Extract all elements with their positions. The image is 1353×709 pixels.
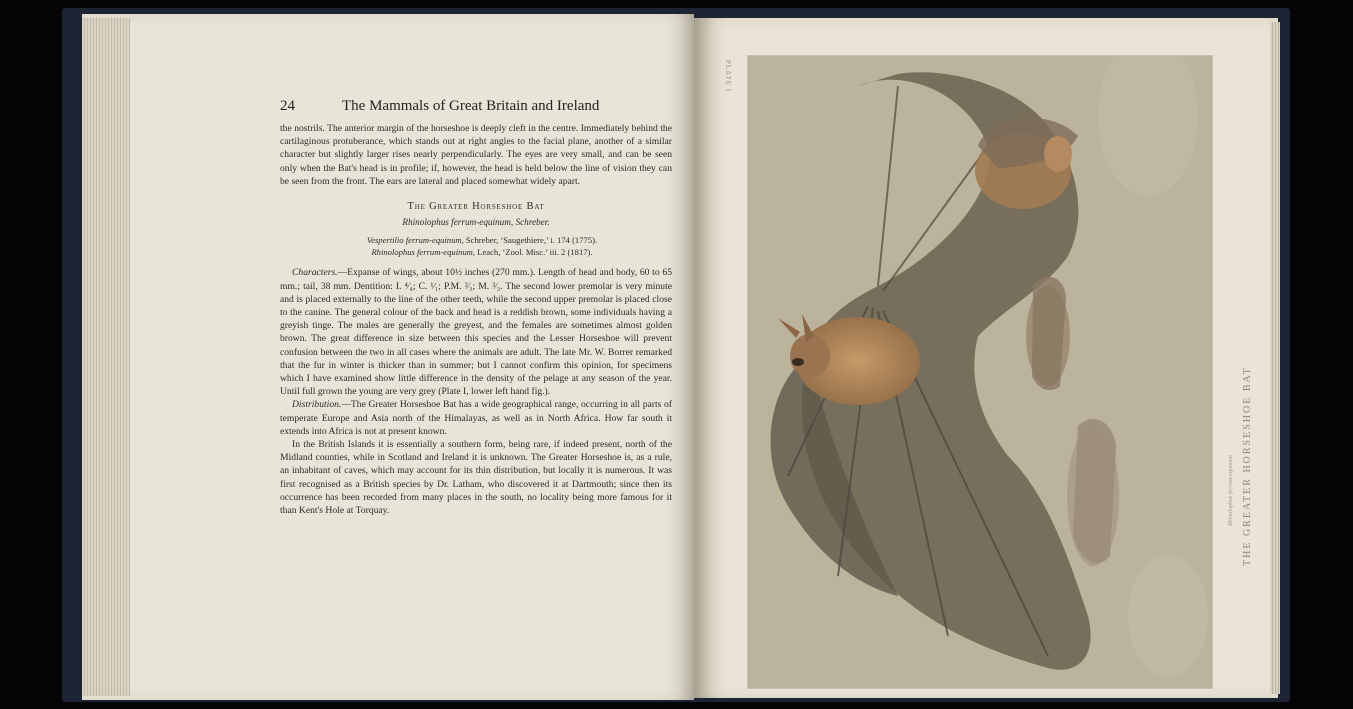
british-distribution-paragraph: In the British Islands it is essentially a southern form, being rare, if indeed present, north of the Midland counties, while in Scotland and Ireland it is unknown. The Greater Horseshoe is, as a rule, an inhabitant of caves, which may account for its thin distribution, but locally it is numerous. It was first recognised as a British species by Dr. Latham, who discovered it at Dartmouth; since then its occurrence has been recorded from many places in the south, no locality being more famous for it than Kent's Hole at Torquay. (280, 439, 672, 517)
plate-subtitle: Rhinolophus ferrum-equinum (1228, 455, 1234, 526)
right-page-edges (1270, 22, 1280, 694)
bat-illustration (748, 56, 1212, 688)
characters-heading: Characters. (292, 267, 338, 279)
page-number: 24 (280, 98, 295, 114)
synonymy (280, 235, 672, 258)
plate-number: PLATE I (724, 60, 732, 93)
species-title: The Greater Horseshoe Bat (407, 201, 545, 213)
plate-title: THE GREATER HORSESHOE BAT (1242, 366, 1253, 566)
synonym-line: Rhinolophus ferrum-equinum, Leach, ‘Zool. Misc.’ iii. 2 (1817). (371, 246, 593, 257)
plate-caption (1226, 246, 1266, 566)
plate-illustration (748, 56, 1212, 688)
intro-paragraph: the nostrils. The anterior margin of the horseshoe is deeply cleft in the centre. Immediately behind the cartilaginous protuberance, which stands out at right angles to the facial plane, another of a similar character but slightly larger rises nearly perpendicularly. The eyes are very small, and can be seen only when the Bat's head is in profile; if, however, the head is held below the line of vision they can be seen from the front. The ears are lateral and placed somewhat widely apart. (280, 123, 672, 187)
synonym-line: Vespertilio ferrum-equinum, Schreber, ‘Saugethiere,’ i. 174 (1775). (366, 235, 598, 246)
species-scientific-name: Rhinolophus ferrum-equinum, Schreber. (402, 217, 550, 228)
characters-paragraph: Characters.—Expanse of wings, about 10½ inches (270 mm.). Length of head and body, 60 to 65 mm.; tail, 38 mm. Dentition: I. ⁴⁄₄; C. ¹⁄₁; P.M. ²⁄₃; M. ³⁄₃. The second lower premolar is very minute and is placed externally to the line of the other teeth, while the second upper premolar is placed close to the canine. The general colour of the back and head is a reddish brown, some individuals having a greyish tinge. The males are generally the greyest, and the females are sometimes almost golden brown. The great difference in size between this species and the Lesser Horseshoe will prevent confusion between the two in all cases where the animals are adult. The late Mr. W. Borrer remarked that the fur in winter is thicker than in summer; but I cannot confirm this opinion, for specimens which I have examined show little difference in the density of the pelage at any season of the year. Until full grown the young are very grey (Plate I, lower left hand fig.). (280, 267, 672, 398)
distribution-paragraph: Distribution.—The Greater Horseshoe Bat has a wide geographical range, occurring in all parts of temperate Europe and Asia north of the Himalayas, as well as in North Africa. How far south it extends into Africa is not at present known. (280, 399, 672, 437)
body-text (280, 122, 672, 517)
distribution-heading: Distribution. (292, 399, 342, 411)
running-title: The Mammals of Great Britain and Ireland (342, 98, 600, 114)
left-page-edges (82, 18, 130, 696)
